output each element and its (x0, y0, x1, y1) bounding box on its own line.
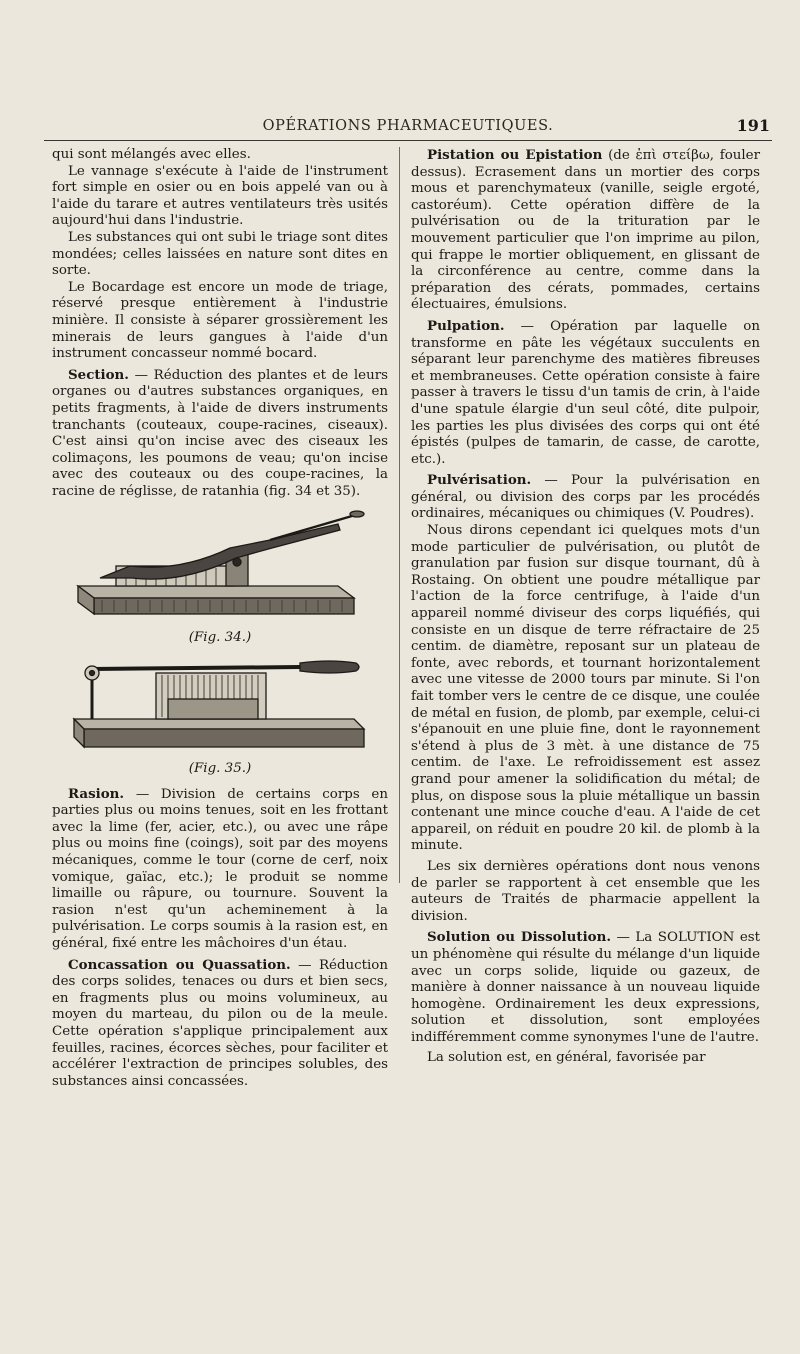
text-solution: — La SOLUTION est un phénomène qui résulte du mélange d'un liquide avec un corps solide, liquide ou gazeux, de manière à donner naissance à un nouveau liquide homogène. Ordinairement les deux expressions, solution et dissolution, sont employées indifféremment comme synonymes l'une de l'autre. (411, 930, 760, 1045)
running-title: OPÉRATIONS PHARMACEUTIQUES. (262, 118, 554, 134)
text-rasion: — Division de certains corps en parties plus ou moins tenues, soit en les frottant avec la lime (fer, acier, etc.), ou avec une râpe plus ou moins fine (coings), soit par des moyens mécaniques, comme le tour (corne de cerf, noix vomique, gaïac, etc.); le produit se nomme limaille ou râpure, ou tournure. Souvent la rasion n'est qu'un acheminement à la pulvérisation. Le corps soumis à la rasion est, en général, fixé entre les mâchoires d'un étau. (52, 786, 388, 951)
paragraph-bocardage: Le Bocardage est encore un mode de triage, réservé presque entièrement à l'industrie minière. Il consiste à séparer grossièrement les minerais de leurs gangues à l'aide d'un instrument concasseur nommé bocard. (52, 279, 388, 362)
text-pulpation: — Opération par laquelle on transforme en pâte les végétaux succulents en séparant leur parenchyme des matières fibreuses et membraneuses. Cette opération consiste à faire passer à travers le tissu d'un tamis de crin, à l'aide d'une spatule élargie d'un seul côté, dite pulpoir, les parties les plus divisées des corps qui ont été épistés (pulpes de tamarin, de casse, de carotte, etc.). (411, 318, 760, 467)
term-pulverisation: Pulvérisation. (427, 472, 532, 489)
term-section: Section. (68, 366, 129, 383)
paragraph-division: Les six dernières opérations dont nous venons de parler se rapportent à cet ensemble que les auteurs de Traités de pharmacie appellent la division. (411, 858, 760, 924)
entry-pulpation (411, 318, 760, 468)
page-number: 191 (736, 116, 770, 135)
text-pulverisation: — Pour la pulvérisation en général, ou division des corps par les procédés ordinaires, mécaniques ou chimiques (V. Poudres). (411, 473, 760, 522)
term-pulpation: Pulpation. (427, 317, 505, 334)
text-pistation: (de ἐπὶ στείβω, fouler dessus). Ecrasement dans un mortier des corps mous et parenchymateux (vanille, seigle ergoté, castoréum). Cette opération diffère de la pulvérisation ou de la trituration par le mouvement particulier que l'on imprime au pilon, qui frappe le mortier obliquement, en glissant de la circonférence au centre, comme dans la préparation des cérats, pommades, certains électuaires, émulsions. (411, 148, 760, 313)
entry-solution (411, 929, 760, 1046)
paragraph-rostaing: Nous dirons cependant ici quelques mots d'un mode particulier de pulvérisation, ou plutôt de granulation par fusion sur disque tournant, dû à Rostaing. On obtient une poudre métallique par l'action de la force centrifuge, à l'aide d'un appareil nommé diviseur des corps liquéfiés, qui consiste en un disque de terre réfractaire de 25 centim. de diamètre, reposant sur un plateau de fonte, avec rebords, et tournant horizontalement avec une vitesse de 2000 tours par minute. Si l'on fait tomber vers le centre de ce disque, une coulée de métal en fusion, de plomb, par exemple, celui-ci s'épanouit en une pluie fine, dont le rayonnement s'étend à plus de 3 mèt. à une distance de 75 centim. de l'axe. Le refroidissement est assez grand pour amener la solidification du métal; de plus, on dispose sous la pluie métallique un bassin contenant une mince couche d'eau. A l'aide de cet appareil, on réduit en poudre 20 kil. de plomb à la minute. (411, 523, 760, 854)
paragraph-continuation: qui sont mélangés avec elles. (52, 147, 251, 162)
entry-pulverisation (411, 472, 760, 523)
right-column (411, 147, 760, 1067)
paragraph-vannage: Le vannage s'exécute à l'aide de l'instrument fort simple en osier ou en bois appelé van ou à l'aide du tarare et autres ventilateurs très usités aujourd'hui dans l'industrie. (52, 163, 388, 229)
text-concassation: — Réduction des corps solides, tenaces ou durs et bien secs, en fragments plus ou moins volumineux, au moyen du marteau, du pilon ou de la meule. Cette opération s'applique principalement aux feuilles, racines, écorces sèches, pour faciliter et accélérer l'extraction de principes solubles, des substances ainsi concassées. (52, 957, 388, 1089)
term-solution: Solution ou Dissolution. (427, 929, 611, 946)
column-divider (399, 147, 400, 883)
left-column (52, 147, 388, 1090)
fig-35-caption: (Fig. 35.) (188, 761, 252, 777)
entry-rasion (52, 786, 388, 953)
paragraph-mondees: Les substances qui ont subi le triage sont dites mondées; celles laissées en nature sont dites en sorte. (52, 229, 388, 279)
text-section: — Réduction des plantes et de leurs organes ou d'autres substances organiques, en petits fragments, à l'aide de divers instruments tranchants (couteaux, coupe-racines, ciseaux). C'est ainsi qu'on incise avec des ciseaux les colimaçons, les poumons de veau; qu'on incise avec des couteaux ou des coupe-racines, la racine de réglisse, de ratanhia (fig. 34 et 35). (52, 367, 388, 499)
term-concassation: Concassation ou Quassation. (68, 956, 291, 973)
fig-34-icon (70, 504, 370, 624)
page-header (44, 116, 772, 141)
entry-section (52, 367, 388, 501)
term-pistation: Pistation ou Epistation (427, 147, 603, 163)
paragraph-last: La solution est, en général, favorisée par (427, 1050, 706, 1066)
entry-concassation (52, 957, 388, 1091)
fig-34-caption: (Fig. 34.) (188, 630, 252, 646)
fig-35-icon (70, 655, 370, 755)
term-rasion: Rasion. (68, 785, 125, 802)
entry-pistation (411, 147, 760, 314)
